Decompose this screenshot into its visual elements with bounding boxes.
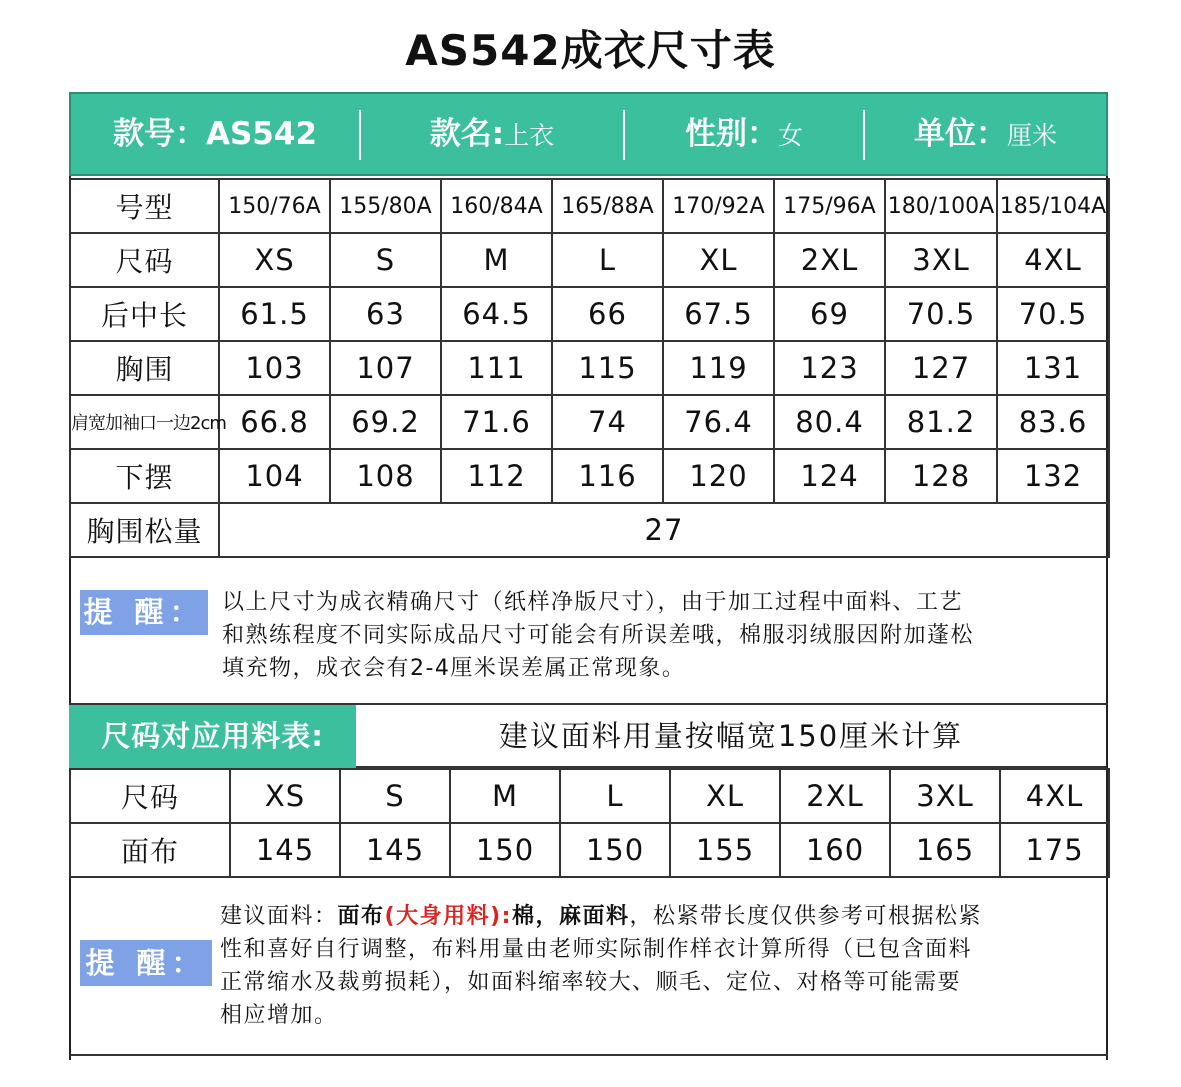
table-cell: 127: [885, 341, 997, 395]
table-cell: 3XL: [890, 769, 1000, 823]
table-cell: 64.5: [441, 287, 552, 341]
fabric-section-title: 尺码对应用料表:: [69, 705, 356, 768]
fabric-type: 棉，麻面料: [511, 904, 630, 929]
fabric-width-note: 建议面料用量按幅宽150厘米计算: [356, 705, 1106, 768]
table-cell: 69.2: [330, 395, 441, 449]
main-body-highlight: (大身用料):: [384, 904, 512, 929]
table-cell: 66: [552, 287, 663, 341]
gender-label: 性别：: [684, 116, 778, 152]
table-cell: 67.5: [663, 287, 774, 341]
table-cell: 170/92A: [663, 179, 774, 233]
reminder-text: [222, 586, 974, 685]
reminder-badge: 提 醒：: [80, 590, 208, 635]
reminder-line: 填充物，成衣会有2-4厘米误差属正常现象。: [222, 656, 686, 681]
style-name-value: 上衣: [504, 121, 555, 150]
table-cell: 4XL: [1000, 769, 1109, 823]
table-cell: L: [560, 769, 670, 823]
table-cell: 2XL: [774, 233, 885, 287]
table-cell: 155: [670, 823, 780, 877]
table-row: [70, 449, 1109, 503]
row-label: 下摆: [70, 449, 219, 503]
table-cell: 66.8: [219, 395, 330, 449]
table-cell: 103: [219, 341, 330, 395]
reminder-badge: 提 醒：: [80, 940, 212, 986]
row-label: 胸围: [70, 341, 219, 395]
table-row: [70, 823, 1109, 877]
table-cell: 3XL: [885, 233, 997, 287]
table-cell: XL: [663, 233, 774, 287]
reminder-suffix: ，松紧带长度仅供参考可根据松紧: [629, 904, 982, 929]
table-cell: 80.4: [774, 395, 885, 449]
table-cell: 83.6: [997, 395, 1109, 449]
table-cell: 132: [997, 449, 1109, 503]
table-cell: 160/84A: [441, 179, 552, 233]
info-header: [69, 92, 1108, 176]
table-cell: XL: [670, 769, 780, 823]
row-label: 尺码: [70, 233, 219, 287]
table-cell: 115: [552, 341, 663, 395]
reminder-line: 相应增加。: [220, 1003, 338, 1028]
table-cell: 2XL: [780, 769, 890, 823]
unit-value: 厘米: [1006, 121, 1057, 150]
table-cell: 175/96A: [774, 179, 885, 233]
table-cell: 107: [330, 341, 441, 395]
page-title: AS542成衣尺寸表: [405, 26, 776, 75]
table-cell: S: [340, 769, 450, 823]
fabric-table: [69, 768, 1110, 878]
main-fabric-label: 面布: [337, 904, 385, 929]
row-label: 胸围松量: [70, 503, 219, 557]
table-cell: 160: [780, 823, 890, 877]
table-cell: S: [330, 233, 441, 287]
table-cell: 70.5: [885, 287, 997, 341]
table-cell: M: [441, 233, 552, 287]
table-cell: XS: [230, 769, 340, 823]
table-cell: 108: [330, 449, 441, 503]
unit: [865, 94, 1106, 174]
table-cell: 150/76A: [219, 179, 330, 233]
table-cell: 74: [552, 395, 663, 449]
style-name-label: 款名:: [429, 116, 505, 152]
table-cell: 112: [441, 449, 552, 503]
reminder-line: 正常缩水及裁剪损耗），如面料缩率较大、顺毛、定位、对格等可能需要: [220, 970, 962, 995]
table-cell: 165: [890, 823, 1000, 877]
table-row: [70, 233, 1109, 287]
style-number: 款号：AS542: [112, 116, 318, 152]
table-row: [70, 503, 1109, 557]
reminder-line: 以上尺寸为成衣精确尺寸（纸样净版尺寸），由于加工过程中面料、工艺: [222, 590, 964, 615]
reminder-prefix: 建议面料：: [220, 904, 338, 929]
table-cell: 70.5: [997, 287, 1109, 341]
table-cell: 185/104A: [997, 179, 1109, 233]
style-name: [361, 94, 623, 174]
table-cell: 4XL: [997, 233, 1109, 287]
table-cell: 150: [450, 823, 560, 877]
table-cell: 69: [774, 287, 885, 341]
table-cell: 150: [560, 823, 670, 877]
table-row: [70, 179, 1109, 233]
table-cell: 128: [885, 449, 997, 503]
table-cell: 116: [552, 449, 663, 503]
fabric-reminder-text: [220, 900, 982, 1032]
table-cell: L: [552, 233, 663, 287]
table-cell: 63: [330, 287, 441, 341]
table-cell: 104: [219, 449, 330, 503]
row-label: 后中长: [70, 287, 219, 341]
table-cell: 81.2: [885, 395, 997, 449]
size-table: [69, 178, 1110, 558]
table-cell: 119: [663, 341, 774, 395]
table-cell: 111: [441, 341, 552, 395]
unit-label: 单位：: [913, 116, 1007, 152]
table-cell: 155/80A: [330, 179, 441, 233]
table-cell: 124: [774, 449, 885, 503]
table-cell: 145: [340, 823, 450, 877]
table-row: [70, 287, 1109, 341]
reminder-line: 性和喜好自行调整，布料用量由老师实际制作样衣计算所得（已包含面料: [220, 937, 973, 962]
row-label: 面布: [70, 823, 230, 877]
row-label: 尺码: [70, 769, 230, 823]
row-label: 肩宽加袖口一边2cm: [70, 395, 219, 449]
ease-value: 27: [219, 503, 1109, 557]
gender-value: 女: [777, 121, 803, 150]
gender: [625, 94, 863, 174]
reminder-line: 和熟练程度不同实际成品尺寸可能会有所误差哦，棉服羽绒服因附加蓬松: [222, 623, 975, 648]
table-cell: 120: [663, 449, 774, 503]
table-cell: 145: [230, 823, 340, 877]
table-cell: M: [450, 769, 560, 823]
table-row: [70, 341, 1109, 395]
table-cell: 61.5: [219, 287, 330, 341]
table-cell: 123: [774, 341, 885, 395]
table-cell: 71.6: [441, 395, 552, 449]
table-cell: XS: [219, 233, 330, 287]
table-cell: 165/88A: [552, 179, 663, 233]
table-cell: 131: [997, 341, 1109, 395]
bottom-divider: [69, 1054, 1108, 1056]
row-label: 号型: [70, 179, 219, 233]
table-row: [70, 395, 1109, 449]
table-cell: 180/100A: [885, 179, 997, 233]
table-cell: 175: [1000, 823, 1109, 877]
table-cell: 76.4: [663, 395, 774, 449]
table-row: [70, 769, 1109, 823]
reminder-line: [220, 900, 982, 933]
